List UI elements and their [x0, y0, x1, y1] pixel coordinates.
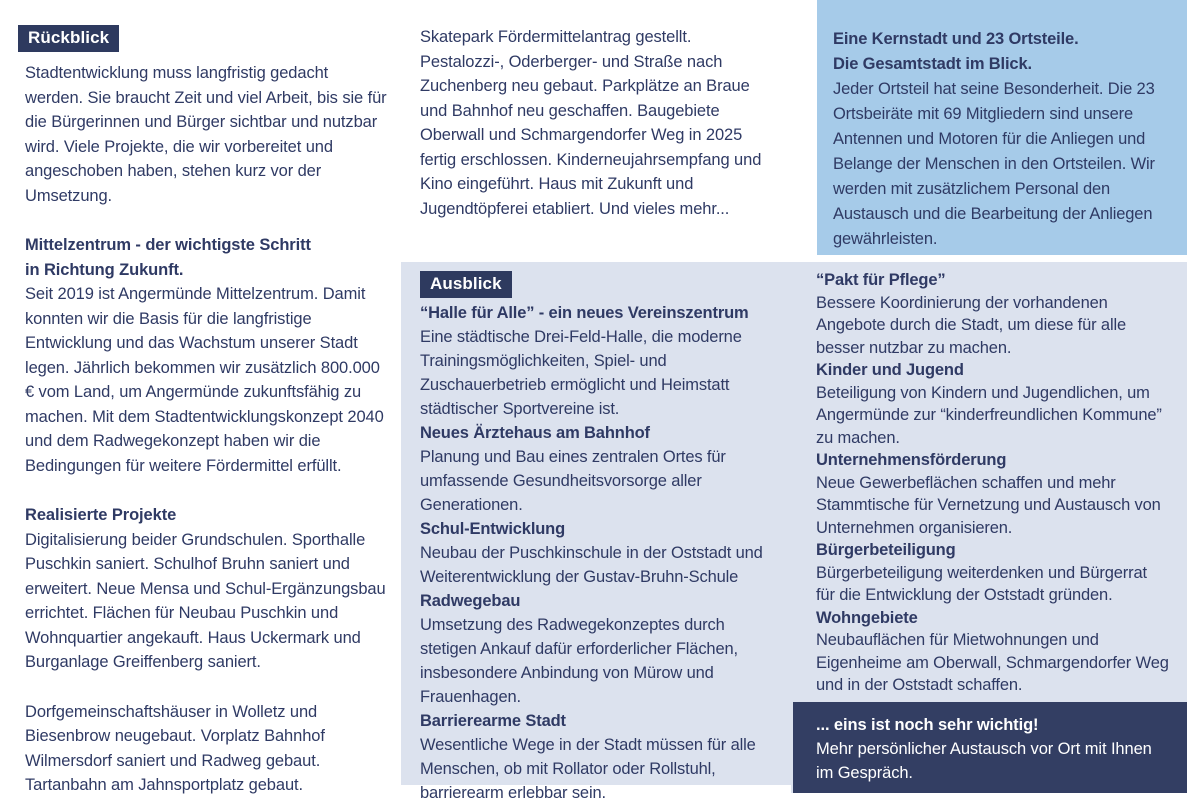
projekte-paragraph-1: Digitalisierung beider Grundschulen. Sporthalle Puschkin saniert. Schulhof Bruhn saniert und erweitert. Neue Mensa und Schul-Ergänzungsbau errichtet. Flächen für Neubau Puschkin und Wohnquartier angekauft. Haus Uckermark und Burganlage Greiffenberg saniert. — [25, 530, 386, 671]
mittelzentrum-heading-line2: in Richtung Zukunft. — [25, 260, 184, 279]
wichtig-body: Mehr persönlicher Austausch vor Ort mit Ihnen im Gespräch. — [816, 740, 1152, 782]
wichtig-dark-box — [793, 702, 1187, 793]
right-panel-item-body: Neue Gewerbeflächen schaffen und mehr Stammtische für Vernetzung und Austausch von Unternehmen organisieren. — [816, 473, 1161, 537]
ausblick-item — [420, 709, 773, 805]
ausblick-item-body: Umsetzung des Radwegekonzeptes durch stetigen Ankauf dafür erforderlicher Flächen, insbesondere Anbindung von Mürow und Frauenhagen. — [420, 616, 738, 706]
mittelzentrum-paragraph: Seit 2019 ist Angermünde Mittelzentrum. Damit konnten wir die Basis für die langfristige Entwicklung und das Wachstum unserer Stadt legen. Jährlich bekommen wir zusätzlich 800.000 € vom Land, um Angermünde zukunftsfähig zu machen. Mit dem Stadtentwicklungskonzept 2040 und dem Radwegekonzept haben wir die Bedingungen für weitere Fördermittel erfüllt. — [25, 285, 384, 475]
rueckblick-badge: Rückblick — [18, 25, 119, 52]
realisierte-projekte-heading: Realisierte Projekte — [25, 506, 177, 524]
ausblick-item — [420, 301, 773, 421]
ausblick-box — [401, 262, 791, 802]
ausblick-item-title: Neues Ärztehaus am Bahnhof — [420, 424, 650, 442]
ausblick-item-body: Wesentliche Wege in der Stadt müssen für alle Menschen, ob mit Rollator oder Rollstuhl, barrierearm erlebbar sein. — [420, 736, 756, 802]
ausblick-item — [420, 589, 773, 709]
kernstadt-title-line1: Eine Kernstadt und 23 Ortsteile. — [833, 30, 1079, 48]
ausblick-item-title: Schul-Entwicklung — [420, 520, 566, 538]
ausblick-item — [420, 421, 773, 517]
mittelzentrum-heading-line1: Mittelzentrum - der wichtigste Schritt — [25, 236, 311, 254]
kernstadt-blue-box — [817, 0, 1187, 255]
ausblick-item-body: Neubau der Puschkinschule in der Oststadt und Weiterentwicklung der Gustav-Bruhn-Schule — [420, 544, 763, 586]
ausblick-badge: Ausblick — [420, 271, 512, 298]
right-panel-item-title: “Pakt für Pflege” — [816, 271, 946, 289]
right-panel-item — [816, 539, 1169, 607]
ausblick-item-title: “Halle für Alle” - ein neues Vereinszentrum — [420, 304, 749, 322]
ausblick-item-body: Eine städtische Drei-Feld-Halle, die moderne Trainingsmöglichkeiten, Spiel- und Zuschauerbetrieb ermöglicht und Heimstatt städtischer Sportvereine ist. — [420, 328, 742, 418]
right-panel-item — [816, 449, 1169, 539]
right-panel-item-title: Wohngebiete — [816, 608, 918, 627]
ausblick-item-body: Planung und Bau eines zentralen Ortes für umfassende Gesundheitsvorsorge aller Generationen. — [420, 448, 726, 514]
left-column — [18, 25, 390, 798]
right-panel-item-title: Unternehmensförderung — [816, 451, 1007, 469]
intro-paragraph: Stadtentwicklung muss langfristig gedacht werden. Sie braucht Zeit und viel Arbeit, bis sie für die Bürgerinnen und Bürger sichtbar und nutzbar wird. Viele Projekte, die wir vorbereitet und angeschoben haben, stehen kurz vor der Umsetzung. — [25, 64, 387, 205]
right-panel-item-body: Neubauflächen für Mietwohnungen und Eigenheime am Oberwall, Schmargendorfer Weg und in der Oststadt schaffen. — [816, 631, 1169, 694]
mittelzentrum-heading — [25, 233, 390, 282]
right-panel-item-title: Bürgerbeteiligung — [816, 541, 956, 559]
right-panel-item-body: Bürgerbeteiligung weiterdenken und Bürgerrat für die Entwicklung der Oststadt gründen. — [816, 563, 1147, 604]
middle-column-top — [420, 25, 776, 221]
right-panel-item — [816, 607, 1169, 697]
kernstadt-body: Jeder Ortsteil hat seine Besonderheit. Die 23 Ortsbeiräte mit 69 Mitgliedern sind unsere Antennen und Motoren für die Anliegen und Belange der Menschen in den Ortsteilen. Wir werden mit zusätzlichem Personal den Austausch und die Bearbeitung der Anliegen gewährleisten. — [833, 80, 1155, 248]
right-panel-item — [816, 359, 1169, 449]
ausblick-item — [420, 517, 773, 589]
kernstadt-title-line2: Die Gesamtstadt im Blick. — [833, 55, 1032, 73]
projekte-paragraph-2: Dorfgemeinschaftshäuser in Wolletz und Biesenbrow neugebaut. Vorplatz Bahnhof Wilmersdorf saniert und Radweg gebaut. Tartanbahn am Jahnsportplatz gebaut. — [25, 702, 325, 794]
wichtig-title: ... eins ist noch sehr wichtig! — [816, 716, 1039, 734]
right-panel-item-body: Bessere Koordinierung der vorhandenen Angebote durch die Stadt, um diese für alle besser nutzbar zu machen. — [816, 293, 1126, 357]
skatepark-paragraph: Skatepark Fördermittelantrag gestellt. Pestalozzi-, Oderberger- und Straße nach Zuchenberg neu gebaut. Parkplätze an Braue und Bahnhof neu geschaffen. Baugebiete Oberwall und Schmargendorfer Weg in 2025 fertig erschlossen. Kinderneujahrsempfang und Kino eingeführt. Haus mit Zukunft und Jugendtöpferei etabliert. Und vieles mehr... — [420, 28, 762, 218]
right-panel-item — [816, 269, 1169, 359]
right-panel-item-title: Kinder und Jugend — [816, 361, 964, 379]
ausblick-item-title: Radwegebau — [420, 592, 521, 610]
ausblick-item-title: Barrierearme Stadt — [420, 712, 566, 730]
right-panel-item-body: Beteiligung von Kindern und Jugendlichen, um Angermünde zur “kinderfreundlichen Kommune” zu machen. — [816, 383, 1162, 447]
